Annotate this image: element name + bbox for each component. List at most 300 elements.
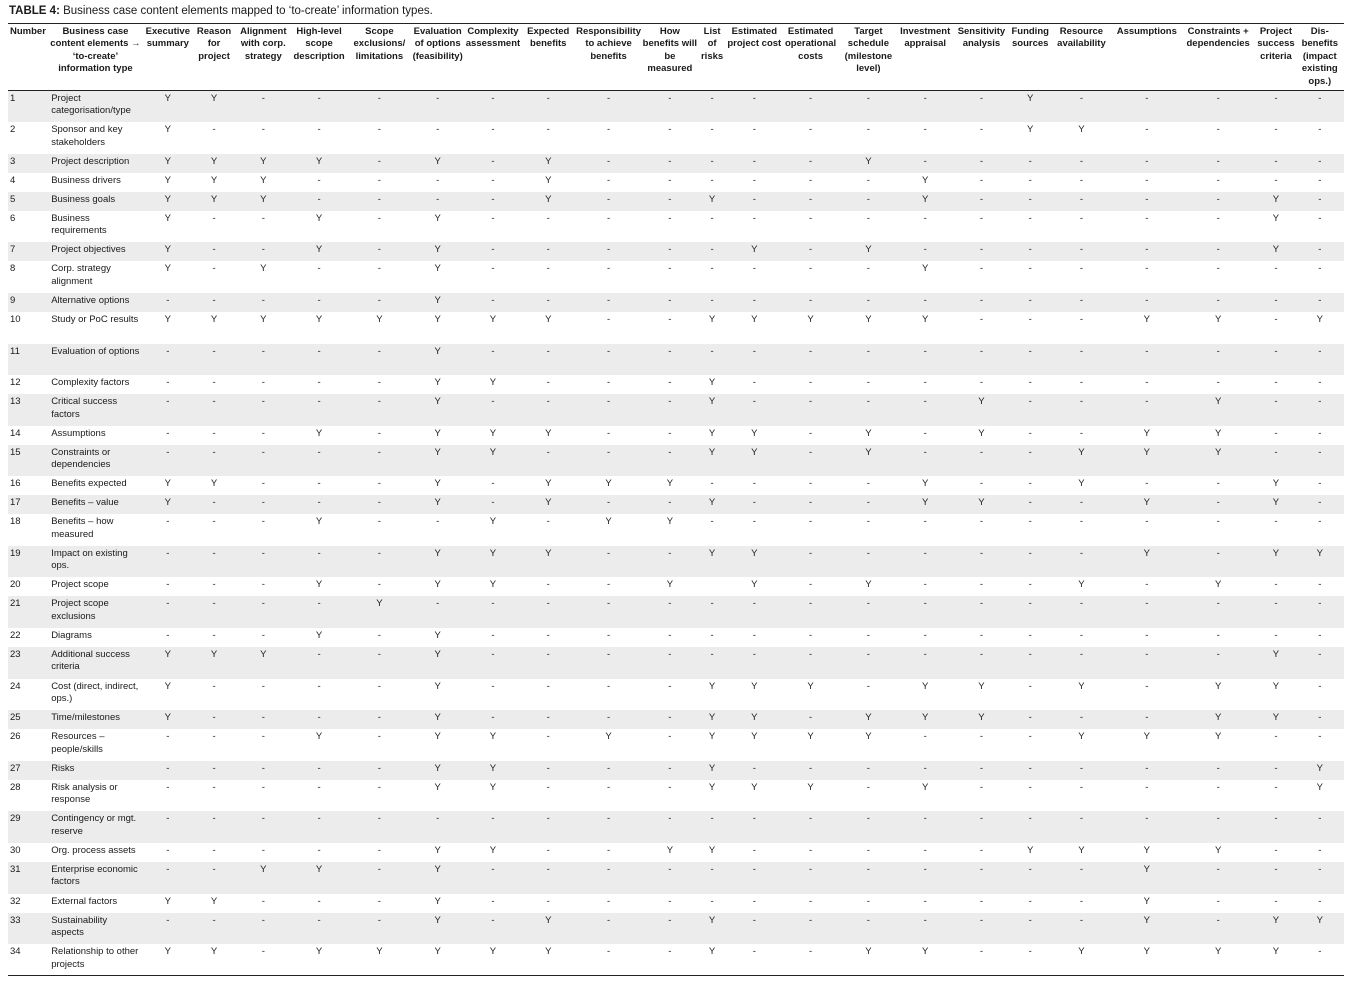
mapping-cell: Y xyxy=(666,478,674,490)
mapping-cell: - xyxy=(668,124,672,136)
mapping-cell: Y xyxy=(545,914,552,926)
mapping-cell: - xyxy=(491,630,495,642)
mapping-cell: - xyxy=(261,93,265,105)
mapping-cell: - xyxy=(377,781,381,793)
mapping-cell: - xyxy=(752,649,756,661)
mapping-cell: - xyxy=(809,345,813,357)
mapping-cell: - xyxy=(1274,579,1278,591)
mapping-cell: - xyxy=(261,377,265,389)
mapping-cell: - xyxy=(491,294,495,306)
mapping-cell: - xyxy=(752,914,756,926)
mapping-cell: - xyxy=(317,93,321,105)
row-element: Resources – people/skills xyxy=(51,731,105,755)
mapping-cell: Y xyxy=(1316,781,1323,793)
mapping-cell: - xyxy=(668,712,672,724)
mapping-cell: - xyxy=(752,598,756,610)
row-element: Additional success criteria xyxy=(51,649,130,673)
mapping-cell: - xyxy=(1216,895,1220,907)
mapping-cell: - xyxy=(1028,478,1032,490)
mapping-cell: Y xyxy=(376,946,383,958)
mapping-cell: - xyxy=(668,313,672,325)
mapping-cell: - xyxy=(1079,914,1084,926)
mapping-cell: - xyxy=(1216,212,1220,224)
mapping-cell: - xyxy=(606,813,611,825)
mapping-cell: - xyxy=(866,547,870,559)
row-number: 11 xyxy=(10,345,20,357)
mapping-cell: - xyxy=(212,212,216,224)
mapping-cell: - xyxy=(261,845,265,857)
mapping-cell: - xyxy=(377,427,381,439)
mapping-cell: - xyxy=(923,845,927,857)
mapping-cell: Y xyxy=(1214,313,1222,325)
mapping-cell: - xyxy=(261,427,265,439)
mapping-cell: - xyxy=(317,845,321,857)
mapping-cell: - xyxy=(752,895,756,907)
mapping-cell: - xyxy=(491,155,495,167)
mapping-cell: - xyxy=(606,446,611,458)
mapping-cell: - xyxy=(979,547,984,559)
mapping-cell: - xyxy=(866,294,870,306)
mapping-cell: - xyxy=(436,598,440,610)
mapping-cell: - xyxy=(1145,579,1149,591)
row-element: Project description xyxy=(51,155,130,167)
mapping-cell: - xyxy=(166,914,170,926)
mapping-cell: - xyxy=(710,212,714,224)
mapping-cell: - xyxy=(809,478,813,490)
table-row xyxy=(8,293,1344,312)
mapping-cell: Y xyxy=(489,547,497,559)
mapping-cell: Y xyxy=(489,377,497,389)
table-caption-label: TABLE 4: xyxy=(9,5,60,17)
mapping-cell: - xyxy=(752,845,756,857)
mapping-cell: Y xyxy=(922,680,929,692)
mapping-cell: Y xyxy=(315,427,323,439)
mapping-cell: Y xyxy=(210,478,218,490)
mapping-cell: - xyxy=(923,813,927,825)
mapping-cell: - xyxy=(866,895,870,907)
table-row xyxy=(8,514,1344,546)
mapping-cell: Y xyxy=(708,497,716,509)
header-evaluation-options: Evaluation of options (feasibility) xyxy=(412,26,463,62)
mapping-cell: - xyxy=(1079,427,1084,439)
mapping-cell: - xyxy=(377,124,381,136)
mapping-cell: - xyxy=(377,813,381,825)
mapping-cell: - xyxy=(668,864,672,876)
header-resource-availability: Resource availability xyxy=(1057,26,1106,50)
mapping-cell: - xyxy=(1079,345,1084,357)
row-element: Benefits expected xyxy=(51,478,127,490)
mapping-cell: - xyxy=(491,680,495,692)
mapping-cell: - xyxy=(212,244,216,256)
mapping-cell: - xyxy=(261,781,265,793)
row-number: 17 xyxy=(10,497,21,509)
mapping-cell: Y xyxy=(489,427,497,439)
mapping-cell: - xyxy=(212,680,216,692)
row-number: 22 xyxy=(10,630,21,642)
mapping-cell: - xyxy=(1318,516,1322,528)
mapping-cell: - xyxy=(866,212,870,224)
mapping-cell: Y xyxy=(260,155,267,167)
mapping-cell: - xyxy=(979,212,984,224)
mapping-cell: - xyxy=(979,377,984,389)
mapping-cell: Y xyxy=(1272,712,1280,724)
row-element: Cost (direct, indirect, ops.) xyxy=(51,680,139,705)
mapping-cell: - xyxy=(166,598,170,610)
mapping-cell: Y xyxy=(489,446,497,458)
mapping-cell: Y xyxy=(434,313,441,325)
mapping-cell: Y xyxy=(315,731,323,743)
mapping-cell: - xyxy=(1216,516,1220,528)
mapping-cell: Y xyxy=(865,446,872,458)
row-element: Org. process assets xyxy=(51,845,136,857)
mapping-cell: - xyxy=(866,377,870,389)
mapping-cell: - xyxy=(1318,895,1322,907)
mapping-cell: Y xyxy=(434,427,441,439)
mapping-cell: - xyxy=(1274,427,1278,439)
mapping-cell: - xyxy=(710,864,714,876)
row-element: Evaluation of options xyxy=(51,345,140,357)
row-number: 25 xyxy=(10,712,21,724)
mapping-cell: Y xyxy=(260,174,267,186)
mapping-cell: - xyxy=(1079,244,1084,256)
mapping-cell: - xyxy=(546,446,550,458)
mapping-cell: Y xyxy=(434,547,441,559)
mapping-cell: Y xyxy=(210,946,218,958)
mapping-cell: - xyxy=(668,630,672,642)
mapping-cell: Y xyxy=(1143,864,1150,876)
mapping-cell: - xyxy=(1079,630,1084,642)
mapping-cell: Y xyxy=(164,93,171,105)
mapping-cell: - xyxy=(752,212,756,224)
mapping-cell: Y xyxy=(489,516,497,528)
mapping-cell: - xyxy=(261,497,265,509)
row-number: 7 xyxy=(10,244,16,256)
header-list-of-risks: List of risks xyxy=(700,26,724,62)
mapping-cell: - xyxy=(436,516,440,528)
mapping-cell: - xyxy=(923,914,927,926)
table-row xyxy=(8,628,1344,647)
row-element: Business drivers xyxy=(51,174,121,186)
mapping-cell: - xyxy=(1079,155,1084,167)
mapping-cell: Y xyxy=(708,762,716,774)
mapping-cell: - xyxy=(1318,294,1322,306)
mapping-cell: Y xyxy=(164,193,171,205)
mapping-cell: - xyxy=(546,579,550,591)
mapping-cell: Y xyxy=(315,313,323,325)
mapping-cell: - xyxy=(1318,478,1322,490)
mapping-cell: - xyxy=(668,781,672,793)
header-assumptions: Assumptions xyxy=(1116,26,1177,37)
row-element: Impact on existing ops. xyxy=(51,547,128,572)
mapping-cell: - xyxy=(979,864,984,876)
header-scope-exclusions: Scope exclusions/ limitations xyxy=(353,26,406,62)
mapping-cell: Y xyxy=(434,294,441,306)
mapping-cell: - xyxy=(1079,93,1084,105)
mapping-cell: - xyxy=(923,649,927,661)
row-number: 13 xyxy=(10,396,21,408)
mapping-cell: - xyxy=(710,263,714,275)
mapping-cell: - xyxy=(1318,345,1322,357)
mapping-cell: - xyxy=(1216,649,1220,661)
mapping-cell: - xyxy=(166,813,170,825)
row-element: Business requirements xyxy=(51,212,107,237)
mapping-cell: - xyxy=(212,712,216,724)
mapping-cell: - xyxy=(212,598,216,610)
mapping-cell: - xyxy=(546,377,550,389)
mapping-cell: Y xyxy=(545,155,552,167)
table-row xyxy=(8,154,1344,173)
mapping-cell: - xyxy=(491,263,495,275)
mapping-cell: - xyxy=(866,396,870,408)
mapping-cell: Y xyxy=(164,680,171,692)
mapping-cell: - xyxy=(809,895,813,907)
table-row xyxy=(8,761,1344,780)
table-row xyxy=(8,211,1344,243)
mapping-cell: - xyxy=(1216,497,1220,509)
mapping-cell: Y xyxy=(489,313,497,325)
mapping-cell: Y xyxy=(315,946,323,958)
mapping-cell: - xyxy=(809,864,813,876)
mapping-cell: - xyxy=(491,212,495,224)
mapping-cell: - xyxy=(1079,813,1084,825)
mapping-cell: - xyxy=(1079,497,1084,509)
mapping-cell: - xyxy=(606,212,611,224)
mapping-cell: - xyxy=(606,396,611,408)
mapping-cell: - xyxy=(261,345,265,357)
mapping-cell: - xyxy=(546,845,550,857)
table-body xyxy=(8,91,1344,976)
mapping-cell: Y xyxy=(1316,313,1323,325)
mapping-cell: Y xyxy=(922,478,929,490)
mapping-cell: - xyxy=(979,155,984,167)
row-element: Enterprise economic factors xyxy=(51,864,138,888)
mapping-cell: - xyxy=(668,193,672,205)
mapping-cell: - xyxy=(979,579,984,591)
mapping-cell: - xyxy=(1318,93,1322,105)
mapping-cell: - xyxy=(866,193,870,205)
mapping-cell: - xyxy=(1274,263,1278,275)
mapping-cell: Y xyxy=(210,93,218,105)
mapping-cell: - xyxy=(979,345,984,357)
mapping-cell: Y xyxy=(210,895,218,907)
row-number: 1 xyxy=(10,93,16,105)
mapping-cell: - xyxy=(212,781,216,793)
mapping-cell: - xyxy=(377,93,381,105)
table-row xyxy=(8,729,1344,761)
table-row xyxy=(8,679,1344,711)
row-element: Relationship to other projects xyxy=(51,946,139,970)
mapping-cell: Y xyxy=(164,124,171,136)
mapping-cell: - xyxy=(809,155,813,167)
mapping-cell: - xyxy=(1216,630,1220,642)
mapping-cell: Y xyxy=(708,845,716,857)
mapping-cell: - xyxy=(491,124,495,136)
mapping-cell: Y xyxy=(434,579,441,591)
mapping-cell: - xyxy=(377,478,381,490)
mapping-cell: - xyxy=(1145,680,1149,692)
mapping-cell: - xyxy=(1216,124,1220,136)
mapping-cell: - xyxy=(261,547,265,559)
mapping-cell: Y xyxy=(489,579,497,591)
mapping-cell: - xyxy=(668,547,672,559)
mapping-cell: - xyxy=(1028,864,1032,876)
row-number: 20 xyxy=(10,579,21,591)
mapping-cell: - xyxy=(1274,762,1278,774)
mapping-cell: - xyxy=(1274,124,1278,136)
mapping-cell: - xyxy=(1028,649,1032,661)
mapping-cell: - xyxy=(1028,377,1032,389)
mapping-cell: - xyxy=(809,712,813,724)
mapping-cell: Y xyxy=(1214,446,1222,458)
mapping-cell: - xyxy=(809,813,813,825)
mapping-cell: Y xyxy=(807,781,814,793)
mapping-cell: - xyxy=(923,731,927,743)
mapping-cell: - xyxy=(377,762,381,774)
mapping-cell: - xyxy=(606,680,611,692)
mapping-cell: - xyxy=(1274,895,1278,907)
table-row xyxy=(8,91,1344,123)
mapping-cell: Y xyxy=(434,649,441,661)
mapping-cell: - xyxy=(1028,212,1032,224)
mapping-cell: Y xyxy=(922,263,929,275)
mapping-cell: Y xyxy=(1272,244,1280,256)
mapping-cell: - xyxy=(809,174,813,186)
mapping-cell: - xyxy=(546,93,550,105)
mapping-cell: - xyxy=(923,124,927,136)
mapping-cell: - xyxy=(1216,864,1220,876)
mapping-cell: - xyxy=(1216,377,1220,389)
mapping-cell: Y xyxy=(978,427,985,439)
table-row xyxy=(8,192,1344,211)
mapping-cell: Y xyxy=(922,712,929,724)
row-number: 28 xyxy=(10,781,21,793)
mapping-cell: - xyxy=(317,547,321,559)
mapping-cell: - xyxy=(166,294,170,306)
mapping-cell: - xyxy=(546,345,550,357)
mapping-cell: - xyxy=(436,813,440,825)
mapping-cell: Y xyxy=(1078,478,1085,490)
mapping-cell: - xyxy=(866,263,870,275)
mapping-cell: Y xyxy=(922,497,929,509)
mapping-cell: - xyxy=(606,377,611,389)
mapping-cell: Y xyxy=(434,497,441,509)
mapping-cell: - xyxy=(377,155,381,167)
mapping-cell: - xyxy=(546,516,550,528)
mapping-cell: Y xyxy=(1027,124,1034,136)
mapping-cell: - xyxy=(377,845,381,857)
mapping-cell: - xyxy=(866,762,870,774)
mapping-cell: Y xyxy=(315,244,323,256)
mapping-cell: - xyxy=(546,731,550,743)
mapping-cell: - xyxy=(1028,174,1032,186)
mapping-cell: Y xyxy=(434,377,441,389)
mapping-cell: - xyxy=(606,497,611,509)
mapping-cell: - xyxy=(1216,813,1220,825)
table-row xyxy=(8,122,1344,154)
mapping-cell: - xyxy=(317,263,321,275)
mapping-cell: - xyxy=(546,762,550,774)
mapping-cell: - xyxy=(1145,649,1149,661)
mapping-cell: - xyxy=(979,813,984,825)
mapping-cell: Y xyxy=(210,174,218,186)
table-row xyxy=(8,173,1344,192)
mapping-cell: - xyxy=(923,93,927,105)
mapping-cell: - xyxy=(546,244,550,256)
mapping-cell: - xyxy=(546,598,550,610)
mapping-cell: - xyxy=(377,396,381,408)
mapping-cell: - xyxy=(1216,547,1220,559)
mapping-cell: Y xyxy=(376,598,383,610)
mapping-cell: - xyxy=(979,516,984,528)
row-element: Benefits – how measured xyxy=(51,516,114,540)
mapping-cell: - xyxy=(1079,864,1084,876)
mapping-cell: - xyxy=(546,263,550,275)
mapping-cell: Y xyxy=(1143,497,1150,509)
mapping-cell: - xyxy=(606,313,611,325)
mapping-cell: - xyxy=(212,446,216,458)
mapping-cell: Y xyxy=(434,155,441,167)
mapping-cell: - xyxy=(606,598,611,610)
mapping-cell: - xyxy=(1216,263,1220,275)
table-row xyxy=(8,495,1344,514)
row-number: 24 xyxy=(10,680,21,692)
mapping-cell: Y xyxy=(1143,547,1150,559)
mapping-cell: - xyxy=(668,294,672,306)
mapping-cell: - xyxy=(606,649,611,661)
mapping-cell: Y xyxy=(708,377,716,389)
mapping-cell: Y xyxy=(164,497,171,509)
mapping-cell: Y xyxy=(545,497,552,509)
mapping-cell: - xyxy=(1145,193,1149,205)
table-row xyxy=(8,344,1344,376)
mapping-cell: - xyxy=(866,649,870,661)
mapping-cell: - xyxy=(606,263,611,275)
mapping-cell: - xyxy=(1079,174,1084,186)
mapping-cell: - xyxy=(668,174,672,186)
mapping-cell: - xyxy=(166,427,170,439)
mapping-cell: - xyxy=(668,762,672,774)
mapping-cell: Y xyxy=(1214,712,1222,724)
row-element: Project scope exclusions xyxy=(51,598,109,622)
mapping-cell: - xyxy=(752,864,756,876)
mapping-cell: - xyxy=(1318,630,1322,642)
table-row xyxy=(8,476,1344,495)
mapping-cell: - xyxy=(809,914,813,926)
mapping-cell: - xyxy=(809,377,813,389)
mapping-cell: - xyxy=(752,174,756,186)
mapping-cell: - xyxy=(261,478,265,490)
mapping-cell: - xyxy=(668,396,672,408)
mapping-cell: - xyxy=(1028,895,1032,907)
mapping-cell: - xyxy=(1028,598,1032,610)
mapping-cell: - xyxy=(1028,680,1032,692)
mapping-cell: - xyxy=(166,731,170,743)
mapping-cell: - xyxy=(377,294,381,306)
mapping-cell: - xyxy=(166,579,170,591)
mapping-cell: - xyxy=(491,895,495,907)
mapping-cell: - xyxy=(317,345,321,357)
mapping-cell: - xyxy=(1318,377,1322,389)
row-element: Constraints or dependencies xyxy=(51,446,111,471)
mapping-cell: Y xyxy=(1143,946,1150,958)
mapping-cell: Y xyxy=(751,313,758,325)
table-row xyxy=(8,426,1344,445)
mapping-cell: - xyxy=(710,155,714,167)
mapping-cell: - xyxy=(377,516,381,528)
mapping-cell: - xyxy=(317,781,321,793)
mapping-cell: Y xyxy=(751,427,758,439)
mapping-cell: - xyxy=(1028,813,1032,825)
